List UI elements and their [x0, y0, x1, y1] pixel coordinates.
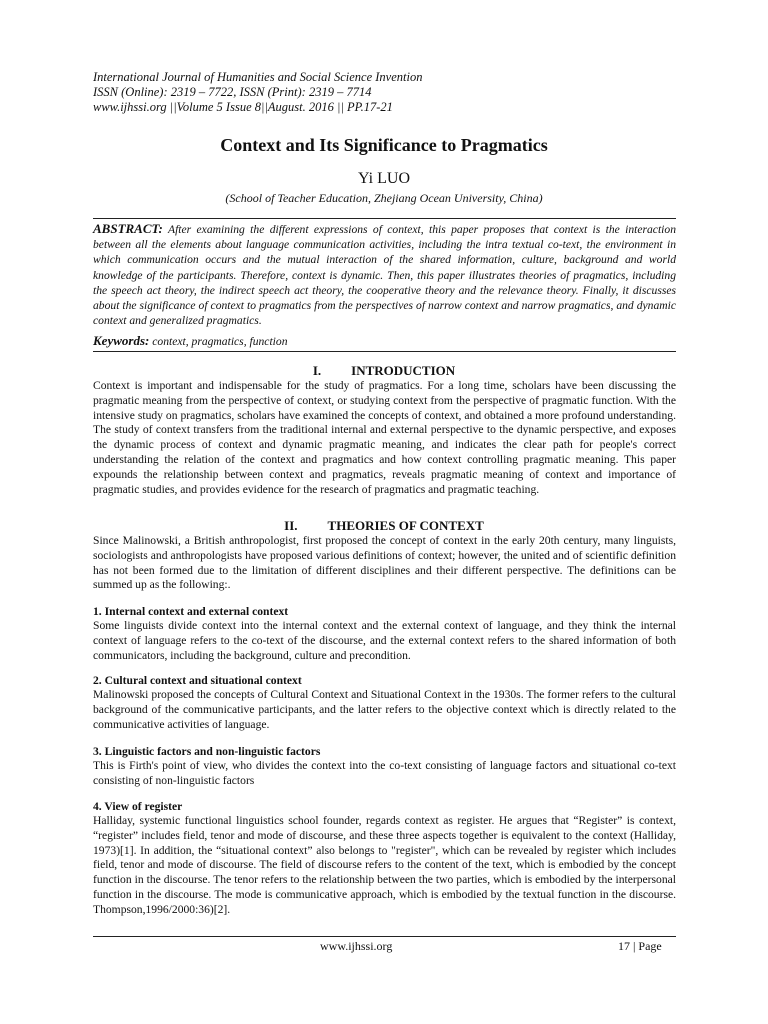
section-number: II. — [284, 518, 298, 533]
section-heading-introduction — [0, 363, 768, 379]
keywords-label: Keywords: — [93, 333, 150, 348]
subsection-heading-3: 3. Linguistic factors and non-linguistic factors — [93, 745, 321, 758]
author-affiliation: (School of Teacher Education, Zhejiang Ocean University, China) — [225, 191, 543, 205]
section-title: THEORIES OF CONTEXT — [327, 518, 484, 533]
footer-website: www.ijhssi.org — [320, 939, 393, 953]
subsection-text-2: Malinowski proposed the concepts of Cultural Context and Situational Context in the 1930s. The former refers to the cultural background of the communicative participants, and the latter refers to the objective context which is directly related to the communicative activities of language. — [93, 688, 676, 731]
subsection-text-4: Halliday, systemic functional linguistics school founder, regards context as register. He argues that “Register” is context, “register” includes field, tenor and mode of discourse, and these three aspects together is equivalent to the context (Halliday, 1973)[1]. In addition, the “situational context” also belongs to "register", which can be revealed by register which includes field, tenor and mode of discourse. The field of discourse refers to the content of the text, which is embodied by the concept function in the discourse. The tenor refers to the relationship between the two parties, which is embodied by the interpersonal function in the discourse. The mode is communicative approach, which is embodied by the textual function in the discourse. Thompson,1996/2000:36)[2]. — [93, 814, 676, 916]
subsection-text-3: This is Firth's point of view, who divides the context into the co-text consisting of language factors and situational co-text consisting of non-linguistic factors — [93, 759, 676, 787]
introduction-paragraph: Context is important and indispensable for the study of pragmatics. For a long time, scholars have been discussing the pragmatic meaning from the perspective of context, or studying context from the perspective of pragmatic function. With the intensive study on pragmatics, scholars have examined the concepts of context, and obtained a more profound understanding. The study of context transfers from the traditional internal and external perspective to the dynamic perspective, and exposes the dynamic process of context and dynamic pragmatic meaning, and indicates the clear path for people's correct understanding the relation of the context and pragmatics and how context controlling pragmatic meaning. This paper expounds the relationship between context and pragmatics, reveals pragmatic meaning of context and importance of pragmatic studies, and provides evidence for the research of pragmatics and pragmatic teaching. — [93, 379, 676, 496]
abstract-label: ABSTRACT: — [93, 221, 163, 236]
footer-page-number: 17 | Page — [618, 939, 662, 953]
paper-title: Context and Its Significance to Pragmatics — [220, 135, 548, 155]
keywords-text: context, pragmatics, function — [152, 335, 288, 348]
subsection-heading-4: 4. View of register — [93, 800, 183, 813]
subsection-heading-1: 1. Internal context and external context — [93, 605, 289, 618]
abstract — [93, 218, 676, 328]
journal-issn: ISSN (Online): 2319 – 7722, ISSN (Print): 2319 – 7714 — [93, 85, 372, 99]
section-number: I. — [312, 363, 322, 378]
journal-header — [93, 70, 693, 115]
section-heading-theories — [0, 518, 768, 534]
theories-paragraph: Since Malinowski, a British anthropologist, first proposed the concept of context in the early 20th century, many linguists, sociologists and anthropologists have proposed various definitions of context; however, the united and of scientific definition has not been formed due to the limitation of different disciplines and their different perspective. The definitions can be summed up as the following:. — [93, 534, 676, 592]
abstract-text: After examining the different expressions of context, this paper proposes that context is the interaction between all the elements about language communication activities, including the intra textual co-text, the environment in which communication occurs and the mutual interaction of the shared information, culture, background and world knowledge of the participants. Therefore, context is dynamic. Then, this paper illustrates theories of pragmatics, including the speech act theory, the indirect speech act theory, the cooperative theory and the relevance theory. Finally, it discusses about the significance of context to pragmatics from the perspectives of narrow context and narrow pragmatics, and dynamic context and generalized pragmatics. — [93, 223, 676, 328]
journal-volume: www.ijhssi.org ||Volume 5 Issue 8||August. 2016 || PP.17-21 — [93, 100, 393, 114]
paper-author: Yi LUO — [358, 170, 410, 187]
section-title: INTRODUCTION — [351, 363, 456, 378]
subsection-text-1: Some linguists divide context into the internal context and the external context of language, and they think the internal context of language refers to the co-text of the discourse, and the external context refers to the shared information of both communicators, including the background, culture and precondition. — [93, 619, 676, 662]
keywords — [93, 333, 676, 352]
footer-divider — [93, 936, 676, 937]
subsection-heading-2: 2. Cultural context and situational context — [93, 674, 302, 687]
journal-name: International Journal of Humanities and Social Science Invention — [93, 70, 423, 84]
